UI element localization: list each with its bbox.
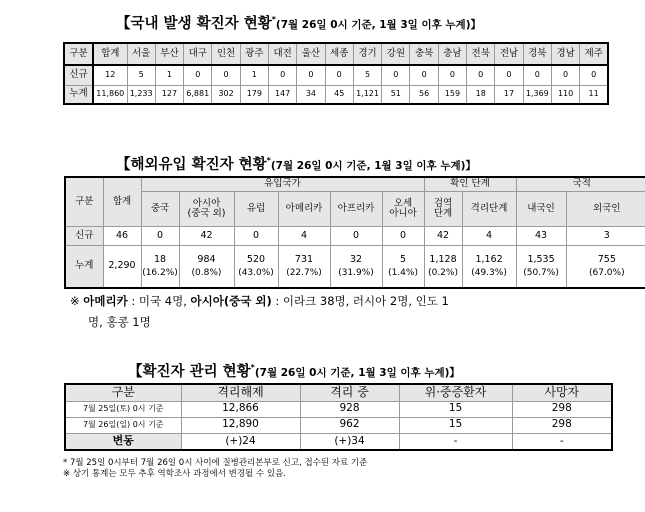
overseas-cum-percent: (0.8%) bbox=[191, 267, 222, 278]
domestic-cell: 45 bbox=[325, 85, 353, 104]
management-cell: 15 bbox=[399, 401, 512, 417]
management-row-label: 7월 26일(일) 0시 기준 bbox=[65, 417, 181, 433]
overseas-new-cell: 4 bbox=[278, 226, 330, 245]
overseas-col-group: 구분 bbox=[65, 177, 103, 226]
domestic-cell: 0 bbox=[495, 65, 523, 85]
domestic-header-region: 제주 bbox=[580, 43, 608, 65]
management-header: 사망자 bbox=[512, 384, 612, 401]
overseas-new-cell: 0 bbox=[382, 226, 424, 245]
management-header: 구분 bbox=[65, 384, 181, 401]
overseas-note-america: 아메리카 bbox=[83, 294, 128, 308]
overseas-cum-value: 984 bbox=[197, 253, 216, 265]
overseas-note-america-detail: : 미국 4명, bbox=[127, 294, 187, 308]
overseas-heading bbox=[116, 153, 476, 174]
overseas-cum-value: 18 bbox=[153, 253, 167, 265]
domestic-header-region: 인천 bbox=[212, 43, 240, 65]
management-header: 위·중증환자 bbox=[399, 384, 512, 401]
overseas-sub-oceania bbox=[382, 191, 424, 226]
management-row-jul26 bbox=[65, 417, 612, 433]
management-cell: 298 bbox=[512, 401, 612, 417]
overseas-cum-value: 5 bbox=[399, 253, 407, 265]
domestic-cell: 11,860 bbox=[93, 85, 127, 104]
management-cell: - bbox=[399, 433, 512, 450]
overseas-sub-quarantine-line1: 검역 bbox=[433, 197, 453, 209]
overseas-cum-percent: (31.9%) bbox=[338, 267, 374, 278]
overseas-cum-cell bbox=[516, 245, 566, 288]
overseas-cum-value: 520 bbox=[246, 253, 266, 265]
overseas-col-total: 합계 bbox=[103, 177, 141, 226]
domestic-cell: 5 bbox=[353, 65, 381, 85]
overseas-cum-cell bbox=[566, 245, 645, 288]
domestic-cell: 1 bbox=[155, 65, 183, 85]
overseas-sub-oceania-line1: 오세 bbox=[393, 197, 413, 209]
domestic-cell: 1 bbox=[240, 65, 268, 85]
overseas-sub-asia bbox=[179, 191, 234, 226]
overseas-cum-cell bbox=[278, 245, 330, 288]
domestic-cell: 127 bbox=[155, 85, 183, 104]
overseas-cum-cell bbox=[382, 245, 424, 288]
domestic-cell: 0 bbox=[523, 65, 551, 85]
overseas-note-line1 bbox=[70, 293, 449, 309]
domestic-header-region: 충북 bbox=[410, 43, 438, 65]
domestic-header-region: 경북 bbox=[523, 43, 551, 65]
overseas-cum-percent: (50.7%) bbox=[523, 267, 559, 278]
domestic-cell: 0 bbox=[551, 65, 579, 85]
domestic-cell: 0 bbox=[212, 65, 240, 85]
domestic-cell: 147 bbox=[268, 85, 296, 104]
overseas-note-asia-detail: : 이라크 38명, 러시아 2명, 인도 1 bbox=[271, 294, 449, 308]
overseas-cum-cell bbox=[462, 245, 516, 288]
overseas-cum-percent: (16.2%) bbox=[142, 267, 178, 278]
management-cell: 962 bbox=[300, 417, 399, 433]
overseas-cum-value: 1,162 bbox=[475, 253, 503, 265]
domestic-cell: 1,121 bbox=[353, 85, 381, 104]
overseas-new-cell: 43 bbox=[516, 226, 566, 245]
domestic-cell: 0 bbox=[410, 65, 438, 85]
domestic-cell: 12 bbox=[93, 65, 127, 85]
overseas-sub-america: 아메리카 bbox=[278, 191, 330, 226]
domestic-cell: 6,881 bbox=[184, 85, 212, 104]
domestic-header-region: 대전 bbox=[268, 43, 296, 65]
domestic-title: 【국내 발생 확진자 현황 bbox=[116, 16, 272, 32]
management-cell: 928 bbox=[300, 401, 399, 417]
overseas-new-cell: 4 bbox=[462, 226, 516, 245]
domestic-cell: 17 bbox=[495, 85, 523, 104]
overseas-cum-cell bbox=[141, 245, 179, 288]
overseas-group-nationality: 국적 bbox=[516, 177, 645, 191]
management-row-jul25 bbox=[65, 401, 612, 417]
domestic-new-row bbox=[64, 65, 608, 85]
management-header: 격리 중 bbox=[300, 384, 399, 401]
overseas-sub-oceania-line2: 아니아 bbox=[389, 207, 417, 219]
overseas-sub-asia-line1: 아시아 bbox=[192, 197, 221, 209]
domestic-header-region: 경기 bbox=[353, 43, 381, 65]
domestic-cell: 179 bbox=[240, 85, 268, 104]
domestic-cell: 18 bbox=[467, 85, 495, 104]
domestic-cell: 0 bbox=[438, 65, 466, 85]
overseas-note-bullet: ※ bbox=[70, 294, 80, 308]
domestic-cell: 1,233 bbox=[127, 85, 155, 104]
domestic-cell: 0 bbox=[467, 65, 495, 85]
domestic-cell: 0 bbox=[184, 65, 212, 85]
domestic-cell: 159 bbox=[438, 85, 466, 104]
overseas-cum-percent: (1.4%) bbox=[388, 267, 418, 278]
domestic-cell: 56 bbox=[410, 85, 438, 104]
management-cell: (+)24 bbox=[181, 433, 300, 450]
management-cell: - bbox=[512, 433, 612, 450]
overseas-title: 【해외유입 확진자 현황 bbox=[116, 157, 267, 173]
overseas-cum-value: 1,128 bbox=[429, 253, 457, 265]
management-title: 【확진자 관리 현황 bbox=[128, 364, 251, 380]
management-cell: 12,866 bbox=[181, 401, 300, 417]
overseas-new-label: 신규 bbox=[65, 226, 103, 245]
management-row-change bbox=[65, 433, 612, 450]
management-cell: 15 bbox=[399, 417, 512, 433]
domestic-header-region: 부산 bbox=[155, 43, 183, 65]
management-table bbox=[64, 383, 613, 451]
overseas-cum-percent: (49.3%) bbox=[471, 267, 507, 278]
overseas-cum-percent: (0.2%) bbox=[428, 267, 458, 278]
overseas-cum-value: 1,535 bbox=[527, 253, 555, 265]
overseas-new-total: 46 bbox=[103, 226, 141, 245]
domestic-cell: 34 bbox=[297, 85, 325, 104]
management-cell: 298 bbox=[512, 417, 612, 433]
domestic-row-label: 신규 bbox=[64, 65, 93, 85]
domestic-header-region: 경남 bbox=[551, 43, 579, 65]
domestic-header-region: 광주 bbox=[240, 43, 268, 65]
management-subtitle: (7월 26일 0시 기준, 1월 3일 이후 누계)】 bbox=[254, 367, 460, 379]
overseas-subtitle: (7월 26일 0시 기준, 1월 3일 이후 누계)】 bbox=[270, 160, 476, 172]
domestic-cell: 0 bbox=[325, 65, 353, 85]
overseas-cum-value: 731 bbox=[294, 253, 314, 265]
management-header-row bbox=[65, 384, 612, 401]
overseas-cum-value: 755 bbox=[597, 253, 616, 265]
overseas-cum-cell bbox=[424, 245, 462, 288]
overseas-new-cell: 0 bbox=[234, 226, 278, 245]
overseas-new-cell: 42 bbox=[179, 226, 234, 245]
domestic-header-region: 서울 bbox=[127, 43, 155, 65]
domestic-subtitle: (7월 26일 0시 기준, 1월 3일 이후 누계)】 bbox=[275, 19, 481, 31]
management-cell: 12,890 bbox=[181, 417, 300, 433]
footnote-changes: ※ 상기 통계는 모두 추후 역학조사 과정에서 변경될 수 있음. bbox=[63, 469, 286, 479]
overseas-group-inflow: 유입국가 bbox=[141, 177, 424, 191]
domestic-cell: 0 bbox=[297, 65, 325, 85]
overseas-sub-asia-line2: (중국 외) bbox=[187, 207, 226, 219]
domestic-header-region: 충남 bbox=[438, 43, 466, 65]
overseas-star: * bbox=[266, 156, 271, 165]
overseas-cum-percent: (67.0%) bbox=[588, 267, 625, 278]
domestic-header-region: 울산 bbox=[297, 43, 325, 65]
overseas-cumulative-row bbox=[65, 245, 645, 288]
management-row-label: 7월 25일(토) 0시 기준 bbox=[65, 401, 181, 417]
overseas-group-confirm: 확인 단계 bbox=[424, 177, 516, 191]
domestic-header-row bbox=[64, 43, 608, 65]
domestic-header-region: 강원 bbox=[382, 43, 410, 65]
overseas-cum-cell bbox=[330, 245, 382, 288]
domestic-cell: 1,369 bbox=[523, 85, 551, 104]
domestic-row-label: 누계 bbox=[64, 85, 93, 104]
domestic-cell: 302 bbox=[212, 85, 240, 104]
domestic-header-region: 대구 bbox=[184, 43, 212, 65]
overseas-sub-foreign: 외국인 bbox=[566, 191, 645, 226]
domestic-header-region: 전남 bbox=[495, 43, 523, 65]
domestic-heading bbox=[116, 12, 481, 33]
overseas-new-cell: 0 bbox=[330, 226, 382, 245]
footnote-reporting: * 7월 25일 0시부터 7월 26일 0시 사이에 질병관리본부로 신고, 접수된 자료 기준 bbox=[63, 458, 368, 468]
overseas-cum-cell bbox=[179, 245, 234, 288]
overseas-sub-korean: 내국인 bbox=[516, 191, 566, 226]
domestic-cell: 110 bbox=[551, 85, 579, 104]
overseas-new-cell: 42 bbox=[424, 226, 462, 245]
overseas-sub-isolation: 격리단계 bbox=[462, 191, 516, 226]
overseas-cum-total: 2,290 bbox=[103, 245, 141, 288]
overseas-sub-china: 중국 bbox=[141, 191, 179, 226]
domestic-header-region: 합계 bbox=[93, 43, 127, 65]
domestic-star: * bbox=[271, 15, 276, 24]
domestic-cumulative-row bbox=[64, 85, 608, 104]
domestic-cell: 0 bbox=[268, 65, 296, 85]
management-row-label: 변동 bbox=[65, 433, 181, 450]
overseas-sub-quarantine-line2: 단계 bbox=[433, 207, 453, 219]
domestic-cell: 5 bbox=[127, 65, 155, 85]
domestic-cell: 0 bbox=[580, 65, 608, 85]
overseas-sub-europe: 유럽 bbox=[234, 191, 278, 226]
overseas-cum-percent: (22.7%) bbox=[286, 267, 322, 278]
overseas-cum-value: 32 bbox=[349, 253, 363, 265]
management-header: 격리해제 bbox=[181, 384, 300, 401]
overseas-cum-cell bbox=[234, 245, 278, 288]
overseas-table bbox=[64, 176, 645, 289]
overseas-cum-percent: (43.0%) bbox=[238, 267, 274, 278]
overseas-sub-quarantine bbox=[424, 191, 462, 226]
overseas-new-row bbox=[65, 226, 645, 245]
overseas-note-asia: 아시아(중국 외) bbox=[190, 294, 272, 308]
management-star: * bbox=[250, 363, 255, 372]
domestic-cell: 0 bbox=[382, 65, 410, 85]
domestic-header-group: 구분 bbox=[64, 43, 93, 65]
management-heading bbox=[128, 360, 460, 381]
overseas-note-line2: 명, 홍콩 1명 bbox=[88, 315, 151, 329]
management-cell: (+)34 bbox=[300, 433, 399, 450]
overseas-new-cell: 3 bbox=[566, 226, 645, 245]
domestic-header-region: 전북 bbox=[467, 43, 495, 65]
domestic-cell: 51 bbox=[382, 85, 410, 104]
overseas-new-cell: 0 bbox=[141, 226, 179, 245]
overseas-cum-label: 누계 bbox=[65, 245, 103, 288]
domestic-cell: 11 bbox=[580, 85, 608, 104]
domestic-header-region: 세종 bbox=[325, 43, 353, 65]
domestic-table bbox=[63, 42, 609, 105]
overseas-sub-africa: 아프리카 bbox=[330, 191, 382, 226]
